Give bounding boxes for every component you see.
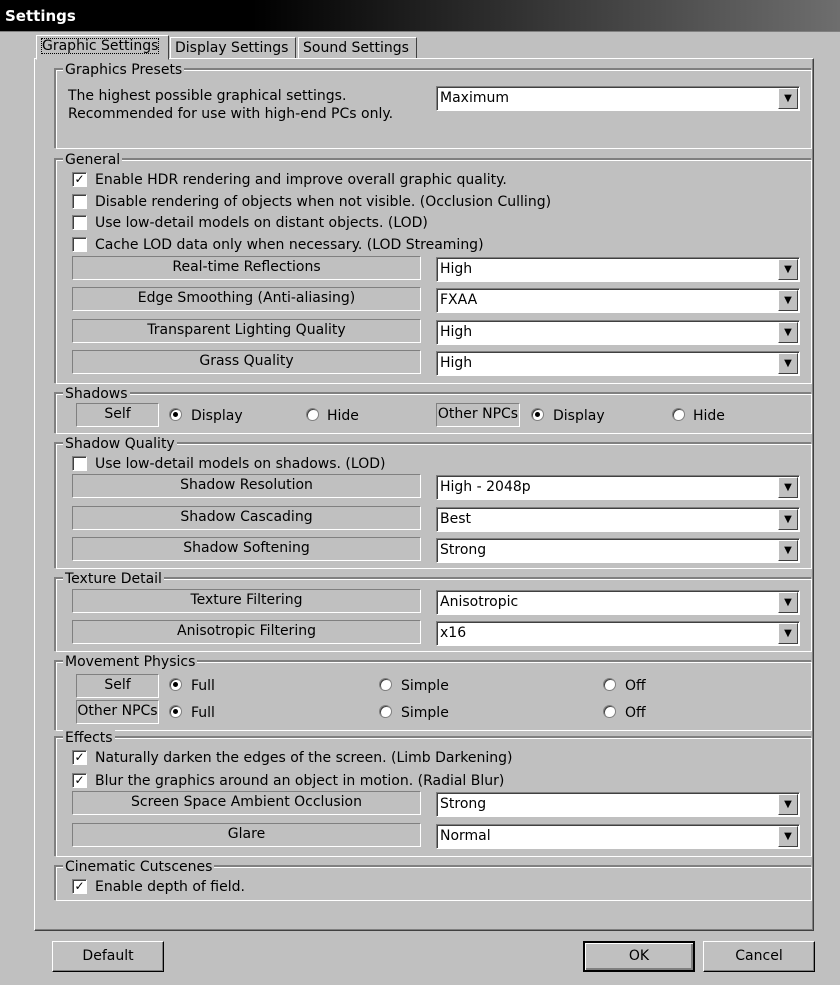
hdr-checkbox[interactable]: ✓ bbox=[72, 172, 87, 187]
checkbox-label: Naturally darken the edges of the screen. (Limb Darkening) bbox=[95, 750, 513, 766]
physics-npcs-full-radio[interactable] bbox=[169, 705, 182, 718]
setting-label: Screen Space Ambient Occlusion bbox=[72, 791, 421, 815]
checkbox-label: Use low-detail models on shadows. (LOD) bbox=[95, 456, 386, 472]
radio-label: Display bbox=[553, 408, 605, 424]
shadows-self-display-radio[interactable] bbox=[169, 408, 182, 421]
radio-label: Hide bbox=[327, 408, 359, 424]
checkbox-label: Use low-detail models on distant objects. (LOD) bbox=[95, 215, 428, 231]
checkbox-label: Disable rendering of objects when not visible. (Occlusion Culling) bbox=[95, 194, 552, 210]
anisotropic-filtering-select[interactable]: x16 ▼ bbox=[436, 621, 800, 646]
setting-label: Texture Filtering bbox=[72, 589, 421, 613]
chevron-down-icon[interactable]: ▼ bbox=[778, 826, 798, 847]
radio-label: Simple bbox=[401, 705, 449, 721]
transparent-lighting-select[interactable]: High ▼ bbox=[436, 320, 800, 345]
default-button[interactable]: Default bbox=[52, 941, 164, 972]
radio-label: Off bbox=[625, 705, 646, 721]
depth-of-field-checkbox[interactable]: ✓ bbox=[72, 879, 87, 894]
group-legend: Cinematic Cutscenes bbox=[65, 859, 213, 875]
limb-darkening-checkbox[interactable]: ✓ bbox=[72, 750, 87, 765]
reflections-select[interactable]: High ▼ bbox=[436, 257, 800, 282]
preset-description: Recommended for use with high-end PCs only. bbox=[68, 106, 394, 122]
checkbox-label: Blur the graphics around an object in motion. (Radial Blur) bbox=[95, 773, 505, 789]
chevron-down-icon[interactable]: ▼ bbox=[778, 477, 798, 498]
chevron-down-icon[interactable]: ▼ bbox=[778, 540, 798, 561]
setting-label: Real-time Reflections bbox=[72, 256, 421, 280]
grass-quality-select[interactable]: High ▼ bbox=[436, 351, 800, 376]
preset-description: The highest possible graphical settings. bbox=[68, 88, 347, 104]
setting-label: Transparent Lighting Quality bbox=[72, 319, 421, 343]
setting-label: Shadow Cascading bbox=[72, 506, 421, 530]
shadows-other-npcs-label: Other NPCs bbox=[436, 403, 520, 427]
checkbox-label: Enable depth of field. bbox=[95, 879, 245, 895]
physics-self-simple-radio[interactable] bbox=[379, 678, 392, 691]
ssao-select[interactable]: Strong ▼ bbox=[436, 792, 800, 817]
group-legend: Shadows bbox=[65, 386, 128, 402]
lod-streaming-checkbox[interactable] bbox=[72, 237, 87, 252]
ok-button[interactable]: OK bbox=[583, 941, 695, 972]
glare-select[interactable]: Normal ▼ bbox=[436, 824, 800, 849]
radial-blur-checkbox[interactable]: ✓ bbox=[72, 773, 87, 788]
checkbox-label: Enable HDR rendering and improve overall graphic quality. bbox=[95, 172, 507, 188]
radio-label: Display bbox=[191, 408, 243, 424]
tab-sound-settings[interactable]: Sound Settings bbox=[298, 37, 417, 59]
physics-self-label: Self bbox=[76, 674, 159, 698]
texture-filtering-select[interactable]: Anisotropic ▼ bbox=[436, 590, 800, 615]
group-legend: Graphics Presets bbox=[65, 62, 183, 78]
graphics-preset-select[interactable]: Maximum ▼ bbox=[436, 86, 800, 111]
setting-label: Anisotropic Filtering bbox=[72, 620, 421, 644]
radio-label: Hide bbox=[693, 408, 725, 424]
window-title: Settings bbox=[0, 0, 840, 32]
shadows-npcs-display-radio[interactable] bbox=[531, 408, 544, 421]
setting-label: Glare bbox=[72, 823, 421, 847]
chevron-down-icon[interactable]: ▼ bbox=[778, 509, 798, 530]
group-legend: Movement Physics bbox=[65, 654, 196, 670]
chevron-down-icon[interactable]: ▼ bbox=[778, 592, 798, 613]
shadow-resolution-select[interactable]: High - 2048p ▼ bbox=[436, 475, 800, 500]
setting-label: Grass Quality bbox=[72, 350, 421, 374]
physics-other-npcs-label: Other NPCs bbox=[76, 700, 159, 724]
physics-npcs-off-radio[interactable] bbox=[603, 705, 616, 718]
shadow-cascading-select[interactable]: Best ▼ bbox=[436, 507, 800, 532]
shadows-self-label: Self bbox=[76, 403, 159, 427]
physics-npcs-simple-radio[interactable] bbox=[379, 705, 392, 718]
group-legend: General bbox=[65, 152, 121, 168]
setting-label: Shadow Softening bbox=[72, 537, 421, 561]
chevron-down-icon[interactable]: ▼ bbox=[778, 623, 798, 644]
tab-graphic-settings[interactable]: Graphic Settings bbox=[36, 35, 169, 60]
tab-display-settings[interactable]: Display Settings bbox=[170, 37, 296, 59]
lod-checkbox[interactable] bbox=[72, 215, 87, 230]
physics-self-off-radio[interactable] bbox=[603, 678, 616, 691]
chevron-down-icon[interactable]: ▼ bbox=[778, 290, 798, 311]
cancel-button[interactable]: Cancel bbox=[703, 941, 815, 972]
anti-aliasing-select[interactable]: FXAA ▼ bbox=[436, 288, 800, 313]
occlusion-culling-checkbox[interactable] bbox=[72, 194, 87, 209]
radio-label: Off bbox=[625, 678, 646, 694]
shadow-lod-checkbox[interactable] bbox=[72, 456, 87, 471]
shadow-softening-select[interactable]: Strong ▼ bbox=[436, 538, 800, 563]
chevron-down-icon[interactable]: ▼ bbox=[778, 259, 798, 280]
shadows-self-hide-radio[interactable] bbox=[306, 408, 319, 421]
chevron-down-icon[interactable]: ▼ bbox=[778, 794, 798, 815]
radio-label: Simple bbox=[401, 678, 449, 694]
setting-label: Edge Smoothing (Anti-aliasing) bbox=[72, 287, 421, 311]
shadows-npcs-hide-radio[interactable] bbox=[672, 408, 685, 421]
checkbox-label: Cache LOD data only when necessary. (LOD Streaming) bbox=[95, 237, 484, 253]
chevron-down-icon[interactable]: ▼ bbox=[778, 322, 798, 343]
chevron-down-icon[interactable]: ▼ bbox=[778, 353, 798, 374]
group-legend: Effects bbox=[65, 730, 113, 746]
setting-label: Shadow Resolution bbox=[72, 474, 421, 498]
radio-label: Full bbox=[191, 705, 215, 721]
physics-self-full-radio[interactable] bbox=[169, 678, 182, 691]
group-legend: Shadow Quality bbox=[65, 436, 175, 452]
radio-label: Full bbox=[191, 678, 215, 694]
chevron-down-icon[interactable]: ▼ bbox=[778, 88, 798, 109]
group-legend: Texture Detail bbox=[65, 571, 162, 587]
